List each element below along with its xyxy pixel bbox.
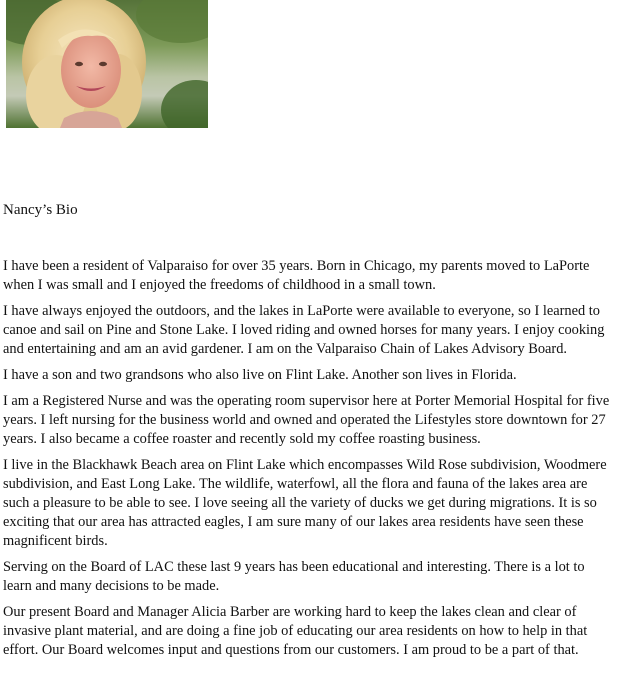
text-line: I have been a resident of Valparaiso for over 35 years. Born in Chicago, my parents moved to LaPorte — [3, 258, 590, 274]
bio-paragraph — [3, 366, 621, 385]
bio-paragraph — [3, 603, 621, 660]
bio-text — [3, 257, 621, 667]
text-line: such a pleasure to be able to see. I love seeing all the variety of ducks we get during migrations. It is so — [3, 495, 597, 511]
text-line: I have a son and two grandsons who also live on Flint Lake. Another son lives in Florida. — [3, 367, 517, 383]
bio-paragraph — [3, 392, 621, 449]
text-line: subdivision, and East Long Lake. The wildlife, waterfowl, all the flora and fauna of the lakes area are — [3, 476, 588, 492]
text-line: Serving on the Board of LAC these last 9 years has been educational and interesting. There is a lot to — [3, 559, 585, 575]
text-line: exciting that our area has attracted eagles, I am sure many of our lakes area residents have seen these — [3, 514, 584, 530]
bio-paragraph — [3, 456, 621, 551]
page-title: Nancy’s Bio — [3, 202, 78, 218]
text-line: Our present Board and Manager Alicia Barber are working hard to keep the lakes clean and clear of — [3, 604, 577, 620]
bio-paragraph — [3, 302, 621, 359]
text-line: years. I also became a coffee roaster and recently sold my coffee roasting business. — [3, 431, 481, 447]
text-line: learn and many decisions to be made. — [3, 578, 220, 594]
text-line: I live in the Blackhawk Beach area on Flint Lake which encompasses Wild Rose subdivision, Woodmere — [3, 457, 607, 473]
text-line: magnificent birds. — [3, 533, 108, 549]
text-line: years. I left nursing for the business world and owned and operated the Lifestyles store downtown for 27 — [3, 412, 606, 428]
bio-paragraph — [3, 257, 621, 295]
text-line: when I was small and I enjoyed the freedoms of childhood in a small town. — [3, 277, 436, 293]
text-line: and entertaining and am an avid gardener. I am on the Valparaiso Chain of Lakes Advisory Board. — [3, 341, 568, 357]
text-line: canoe and sail on Pine and Stone Lake. I loved riding and owned horses for many years. I enjoy cooking — [3, 322, 605, 338]
portrait-illustration — [6, 0, 208, 128]
text-line: effort. Our Board welcomes input and questions from our customers. I am proud to be a part of that. — [3, 642, 579, 658]
text-line: I am a Registered Nurse and was the operating room supervisor here at Porter Memorial Hospital for five — [3, 393, 610, 409]
portrait-photo — [6, 0, 208, 128]
text-line: I have always enjoyed the outdoors, and the lakes in LaPorte were available to everyone, so I learned to — [3, 303, 600, 319]
text-line: invasive plant material, and are doing a fine job of educating our area residents on how to help in that — [3, 623, 588, 639]
bio-paragraph — [3, 558, 621, 596]
